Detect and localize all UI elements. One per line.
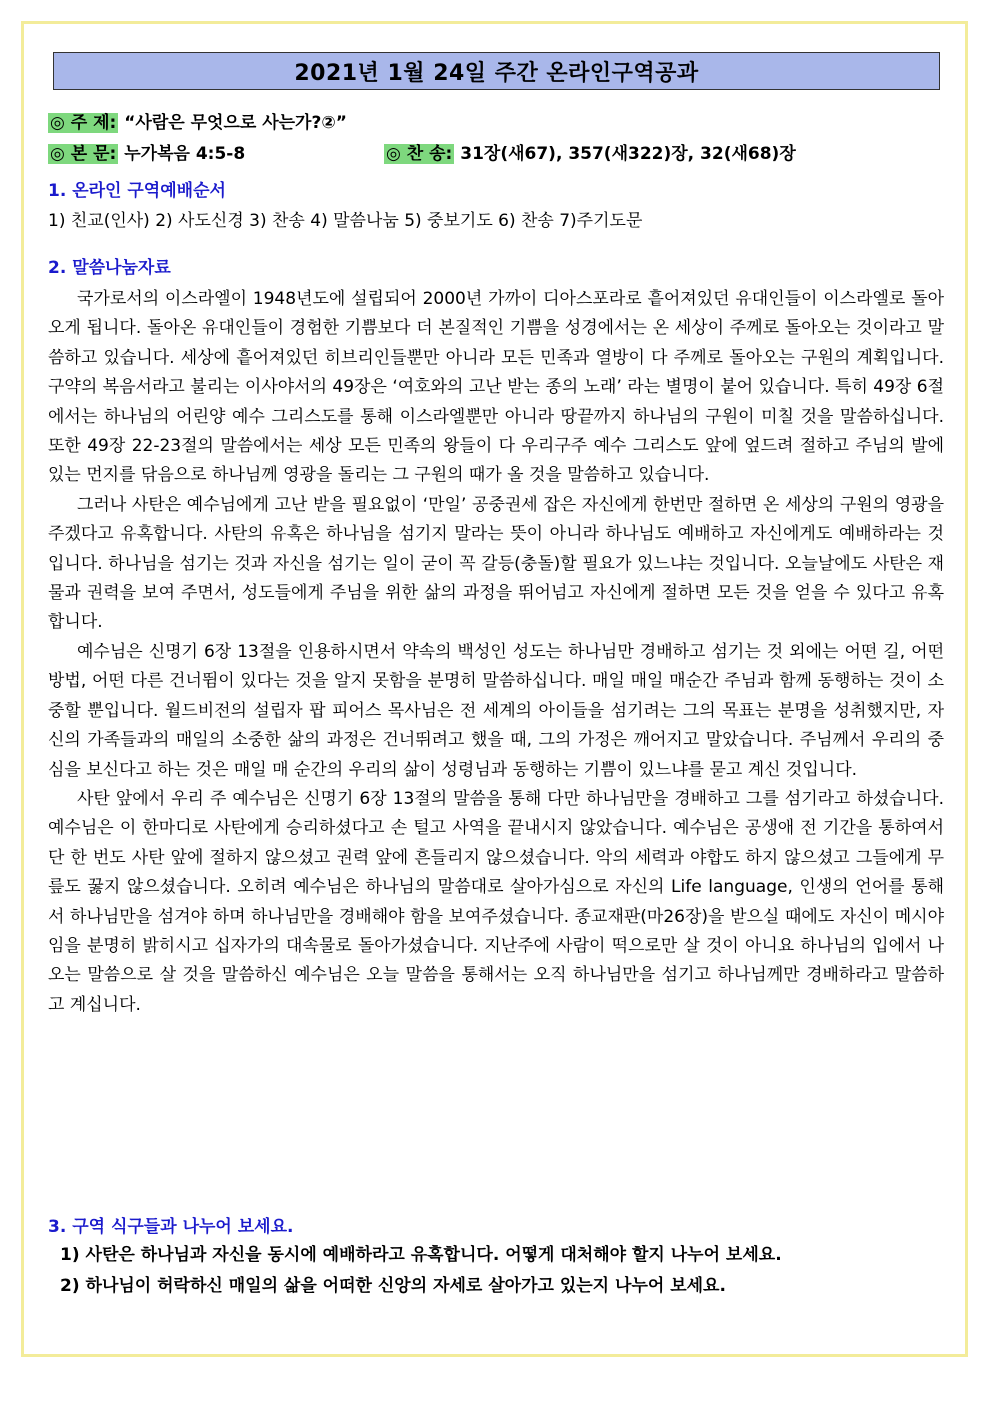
page-title: 2021년 1월 24일 주간 온라인구역공과 (53, 52, 940, 90)
paragraph: 국가로서의 이스라엘이 1948년도에 설립되어 2000년 가까이 디아스포라로 흩어져있던 유대인들이 이스라엘로 돌아오게 됩니다. 돌아온 유대인들이 경험한 기쁨보다 더 본질적인 기쁨을 성경에서는 온 세상이 주께로 돌아오는 것이라고 말씀하고 있습니다. 세상에 흩어져있던 히브리인들뿐만 아니라 모든 민족과 열방이 다 주께로 돌아오는 구원의 계획입니다. 구약의 복음서라고 불리는 이사야서의 49장은 ‘여호와의 고난 받는 종의 노래’ 라는 별명이 붙어 있습니다. 특히 49장 6절에서는 하나님의 어린양 예수 그리스도를 통해 이스라엘뿐만 아니라 땅끝까지 하나님의 구원이 미칠 것을 말씀하십니다. 또한 49장 22-23절의 말씀에서는 세상 모든 민족의 왕들이 다 우리구주 예수 그리스도 앞에 엎드려 절하고 주님의 발에 있는 먼지를 닦음으로 하나님께 영광을 돌리는 그 구원의 때가 올 것을 말씀하고 있습니다. (48, 289, 944, 486)
paragraph: 그러나 사탄은 예수님에게 고난 받을 필요없이 ‘만일’ 공중권세 잡은 자신에게 한번만 절하면 온 세상의 구원의 영광을 주겠다고 유혹합니다. 사탄의 유혹은 하나님을 섬기지 말라는 뜻이 아니라 하나님도 예배하고 자신에게도 예배하라는 것입니다. 하나님을 섬기는 것과 자신을 섬기는 일이 굳이 꼭 갈등(충돌)할 필요가 있느냐는 것입니다. 오늘날에도 사탄은 재물과 권력을 보여 주면서, 성도들에게 주님을 위한 삶의 과정을 뛰어넘고 자신에게 절하면 모든 것을 얻을 수 있다고 유혹합니다. (48, 494, 944, 633)
question-item: 2) 하나님이 허락하신 매일의 삶을 어떠한 신앙의 자세로 살아가고 있는지 나누어 보세요. (60, 1276, 726, 1296)
text-row (48, 139, 245, 164)
section2-heading: 2. 말씀나눔자료 (48, 258, 171, 278)
theme-value: “사람은 무엇으로 사는가?②” (124, 113, 347, 133)
hymn-value: 31장(새67), 357(새322)장, 32(새68)장 (460, 144, 796, 164)
discussion-questions (60, 1240, 782, 1302)
worship-order: 1) 친교(인사) 2) 사도신경 3) 찬송 4) 말씀나눔 5) 중보기도 6) 찬송 7)주기도문 (48, 211, 643, 231)
question-item: 1) 사탄은 하나님과 자신을 동시에 예배하라고 유혹합니다. 어떻게 대처해야 할지 나누어 보세요. (60, 1245, 782, 1265)
paragraph: 사탄 앞에서 우리 주 예수님은 신명기 6장 13절의 말씀을 통해 다만 하나님만을 경배하고 그를 섬기라고 하셨습니다. 예수님은 이 한마디로 사탄에게 승리하셨다고 손 털고 사역을 끝내시지 않았습니다. 예수님은 공생애 전 기간을 통하여서 단 한 번도 사탄 앞에 절하지 않으셨고 권력 앞에 흔들리지 않으셨습니다. 악의 세력과 야합도 하지 않으셨고 그들에게 무릎도 꿇지 않으셨습니다. 오히려 예수님은 하나님의 말씀대로 살아가심으로 자신의 Life language, 인생의 언어를 통해서 하나님만을 섬겨야 하며 하나님만을 경배해야 함을 보여주셨습니다. 종교재판(마26장)을 받으실 때에도 자신이 메시야임을 분명히 밝히시고 십자가의 대속물로 돌아가셨습니다. 지난주에 사람이 떡으로만 살 것이 아니요 하나님의 입에서 나오는 말씀으로 살 것을 말씀하신 예수님은 오늘 말씀을 통해서는 오직 하나님만을 섬기고 하나님께만 경배하라고 말씀하고 계십니다. (48, 788, 944, 1015)
text-value: 누가복음 4:5-8 (124, 144, 246, 164)
paragraph: 예수님은 신명기 6장 13절을 인용하시면서 약속의 백성인 성도는 하나님만 경배하고 섬기는 것 외에는 어떤 길, 어떤 방법, 어떤 다른 건너뜀이 있다는 것을 알지 못함을 분명히 말씀하십니다. 매일 매일 매순간 주님과 함께 동행하는 것이 소중할 뿐입니다. 월드비전의 설립자 팝 피어스 목사님은 전 세계의 아이들을 섬기려는 그의 목표는 분명을 성취했지만, 자신의 가족들과의 매일의 소중한 삶의 과정은 건너뛰려고 했을 때, 그의 가정은 깨어지고 말았습니다. 주님께서 우리의 중심을 보신다고 하는 것은 매일 매 순간의 우리의 삶이 성령님과 동행하는 기쁨이 있느냐를 묻고 계신 것입니다. (48, 641, 944, 780)
text-label: ◎ 본 문: (50, 144, 117, 164)
hymn-label: ◎ 찬 송: (386, 144, 453, 164)
theme-row (48, 108, 347, 133)
section3-heading: 3. 구역 식구들과 나누어 보세요. (48, 1217, 294, 1237)
sermon-text (48, 285, 944, 1020)
hymn-row (384, 139, 796, 164)
theme-label: ◎ 주 제: (50, 113, 117, 133)
section1-heading: 1. 온라인 구역예배순서 (48, 181, 226, 201)
